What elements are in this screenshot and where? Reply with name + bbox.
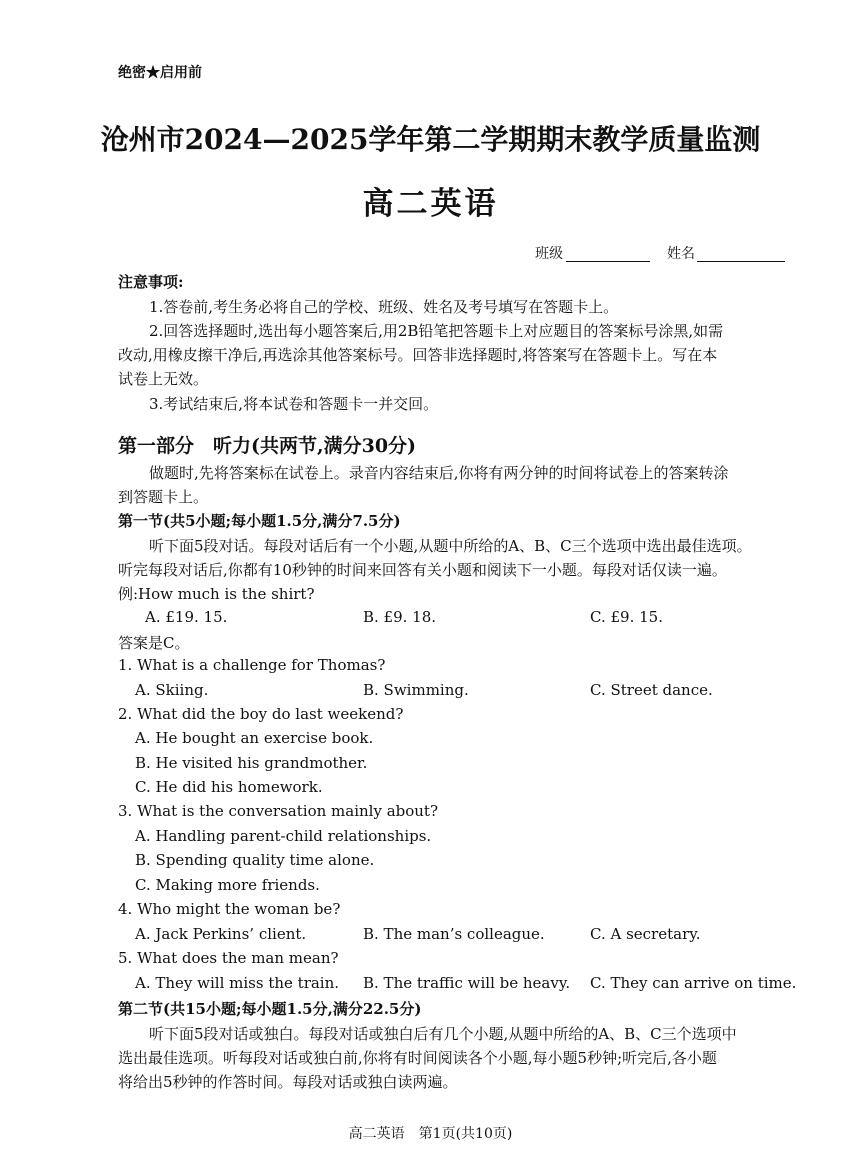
- note-item-2-line-3: 试卷上无效。: [118, 370, 209, 388]
- note-item-2-line-2: 改动,用橡皮擦干净后,再选涂其他答案标号。回答非选择题时,将答案写在答题卡上。写在本: [118, 346, 718, 364]
- class-field[interactable]: [566, 261, 650, 262]
- example-question: 例:How much is the shirt?: [118, 585, 315, 603]
- section1-instr-line-2: 听完每段对话后,你都有10秒钟的时间来回答有关小题和阅读下一小题。每段对话仅读一遍。: [118, 561, 727, 579]
- confidential-mark: 绝密★启用前: [118, 65, 202, 81]
- name-label: 姓名: [667, 246, 695, 262]
- section2-heading: 第二节(共15小题;每小题1.5分,满分22.5分): [118, 1000, 422, 1018]
- question-2-option-c: C. He did his homework.: [135, 778, 323, 796]
- part1-heading: 第一部分 听力(共两节,满分30分): [118, 435, 417, 457]
- question-1: 1. What is a challenge for Thomas?: [118, 656, 386, 674]
- question-1-option-a: A. Skiing.: [135, 681, 209, 699]
- question-2-option-a: A. He bought an exercise book.: [135, 729, 374, 747]
- section1-instr-line-1: 听下面5段对话。每段对话后有一个小题,从题中所给的A、B、C三个选项中选出最佳选项。: [149, 537, 752, 555]
- class-label: 班级: [535, 246, 563, 262]
- example-answer: 答案是C。: [118, 634, 190, 652]
- question-3-option-a: A. Handling parent-child relationships.: [135, 827, 432, 845]
- section2-instr-line-2: 选出最佳选项。听每段对话或独白前,你将有时间阅读各个小题,每小题5秒钟;听完后,各小题: [118, 1049, 717, 1067]
- question-5-option-c: C. They can arrive on time.: [590, 974, 797, 992]
- question-4-option-c: C. A secretary.: [590, 925, 701, 943]
- note-item-1: 1.答卷前,考生务必将自己的学校、班级、姓名及考号填写在答题卡上。: [149, 298, 619, 316]
- question-2: 2. What did the boy do last weekend?: [118, 705, 404, 723]
- example-option-a: A. £19. 15.: [145, 608, 228, 626]
- question-1-option-c: C. Street dance.: [590, 681, 713, 699]
- question-3-option-c: C. Making more friends.: [135, 876, 320, 894]
- part1-intro-line-2: 到答题卡上。: [118, 488, 209, 506]
- section2-instr-line-3: 将给出5秒钟的作答时间。每段对话或独白读两遍。: [118, 1073, 458, 1091]
- question-3-option-b: B. Spending quality time alone.: [135, 851, 375, 869]
- notes-heading: 注意事项:: [118, 273, 184, 291]
- exam-title: 沧州市2024—2025学年第二学期期末教学质量监测: [100, 123, 761, 156]
- question-4: 4. Who might the woman be?: [118, 900, 341, 918]
- note-item-3: 3.考试结束后,将本试卷和答题卡一并交回。: [149, 395, 439, 413]
- question-3: 3. What is the conversation mainly about?: [118, 802, 439, 820]
- question-4-option-a: A. Jack Perkins’ client.: [135, 925, 307, 943]
- question-5: 5. What does the man mean?: [118, 949, 339, 967]
- question-5-option-b: B. The traffic will be heavy.: [363, 974, 571, 992]
- question-4-option-b: B. The man’s colleague.: [363, 925, 545, 943]
- note-item-2-line-1: 2.回答选择题时,选出每小题答案后,用2B铅笔把答题卡上对应题目的答案标号涂黑,如需: [149, 322, 724, 340]
- section2-instr-line-1: 听下面5段对话或独白。每段对话或独白后有几个小题,从题中所给的A、B、C三个选项中: [149, 1025, 737, 1043]
- example-option-b: B. £9. 18.: [363, 608, 437, 626]
- example-option-c: C. £9. 15.: [590, 608, 663, 626]
- section1-heading: 第一节(共5小题;每小题1.5分,满分7.5分): [118, 512, 401, 530]
- question-1-option-b: B. Swimming.: [363, 681, 469, 699]
- name-field[interactable]: [697, 261, 785, 262]
- question-2-option-b: B. He visited his grandmother.: [135, 754, 368, 772]
- page-footer: 高二英语 第1页(共10页): [348, 1126, 513, 1142]
- exam-subject: 高二英语: [362, 186, 499, 222]
- question-5-option-a: A. They will miss the train.: [135, 974, 340, 992]
- part1-intro-line-1: 做题时,先将答案标在试卷上。录音内容结束后,你将有两分钟的时间将试卷上的答案转涂: [149, 464, 729, 482]
